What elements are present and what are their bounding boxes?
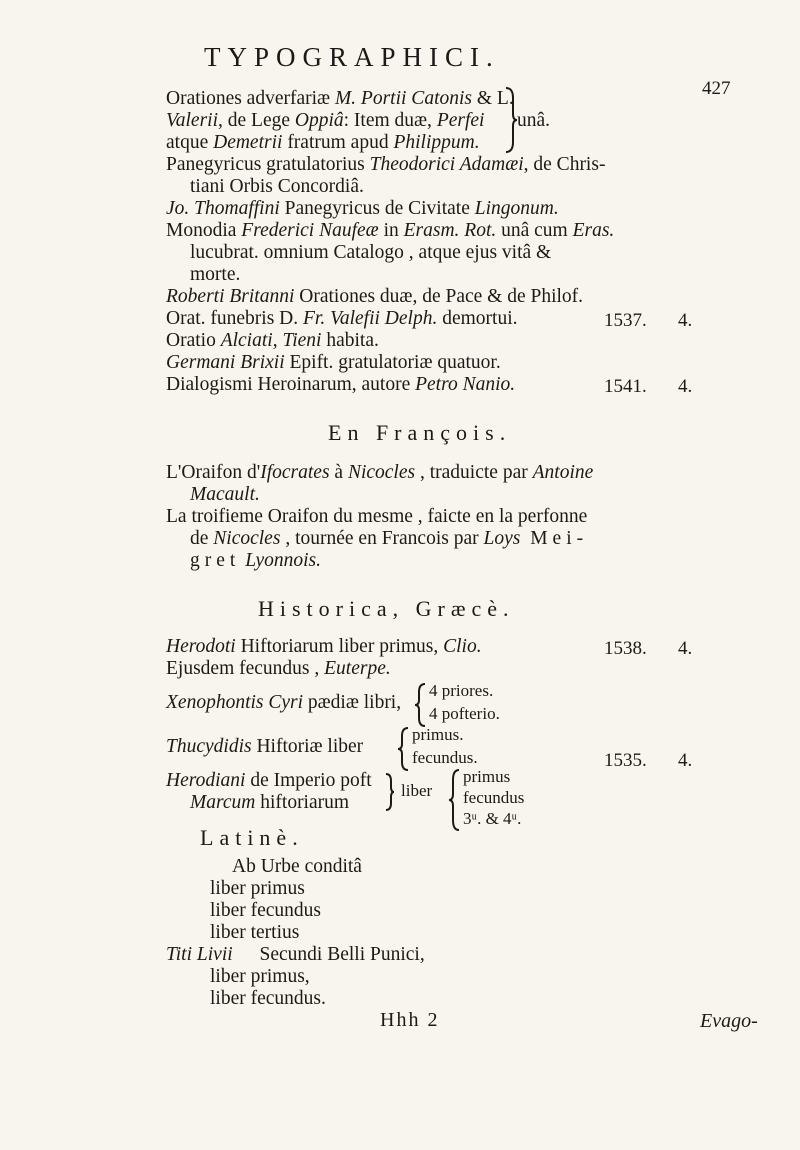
page-number: 427 — [702, 78, 731, 99]
right-brace-icon — [384, 772, 396, 812]
entry-line: liber fecundus. — [210, 988, 326, 1009]
entry-line: Orat. funebris D. Fr. Valefii Delph. demortui. — [166, 308, 518, 329]
entry-line: L'Oraifon d'Ifocrates à Nicocles , traduicte par Antoine — [166, 462, 594, 483]
entry-line: Monodia Frederici Naufeæ in Erasm. Rot. unâ cum Eras. — [166, 220, 615, 241]
entry-line: Panegyricus gratulatorius Theodorici Adamæi, de Chris- — [166, 154, 606, 175]
margin-year: 1535. — [604, 750, 647, 771]
entry-line: Macault. — [190, 484, 260, 505]
section-heading: En François. — [328, 420, 512, 445]
margin-format: 4. — [678, 750, 693, 771]
entry-line: Dialogismi Heroinarum, autore Petro Nanio. — [166, 374, 516, 395]
entry-line: Thucydidis Hiftoriæ liber — [166, 736, 364, 757]
entry-line: Roberti Britanni Orationes duæ, de Pace & de Philof. — [166, 286, 584, 307]
entry-line: Valerii, de Lege Oppiâ: Item duæ, Perfei — [166, 110, 485, 131]
right-brace-icon — [504, 86, 518, 154]
entry-line: liber tertius — [210, 922, 300, 943]
entry-line: Titi Livii Secundi Belli Punici, — [166, 944, 425, 965]
brace-option: 4 priores. — [429, 681, 494, 700]
entry-line: tiani Orbis Concordiâ. — [190, 176, 364, 197]
left-brace-icon — [413, 682, 427, 728]
entry-line: lucubrat. omnium Catalogo , atque ejus vitâ & — [190, 242, 552, 263]
entry-line: Herodiani de Imperio poft — [166, 770, 372, 791]
left-brace-icon — [447, 768, 461, 832]
running-title: TYPOGRAPHICI. — [204, 42, 500, 72]
entry-line: Xenophontis Cyri pædiæ libri, — [166, 692, 402, 713]
entry-line: liber primus — [210, 878, 305, 899]
left-brace-icon — [396, 726, 410, 772]
brace-note: liber — [401, 781, 433, 800]
brace-option: primus — [463, 767, 511, 786]
entry-line: Germani Brixii Epift. gratulatoriæ quatuor. — [166, 352, 501, 373]
entry-line: Marcum hiftoriarum — [190, 792, 350, 813]
signature-mark: Hhh 2 — [380, 1009, 440, 1031]
margin-year: 1538. — [604, 638, 647, 659]
entry-line: gret Lyonnois. — [190, 550, 322, 571]
entry-line: La troifieme Oraifon du mesme , faicte en la perfonne — [166, 506, 588, 527]
entry-line: atque Demetrii fratrum apud Philippum. — [166, 132, 480, 153]
entry-line: Orationes adverfariæ M. Portii Catonis & L. — [166, 88, 514, 109]
brace-option: 3ᵘ. & 4ᵘ. — [463, 809, 522, 828]
brace-option: 4 pofterio. — [429, 704, 500, 723]
entry-line: Ab Urbe conditâ — [232, 856, 362, 877]
entry-line: morte. — [190, 264, 241, 285]
margin-year: 1537. — [604, 310, 647, 331]
entry-line: liber fecundus — [210, 900, 322, 921]
entry-line: Oratio Alciati, Tieni habita. — [166, 330, 379, 351]
margin-format: 4. — [678, 376, 693, 397]
entry-line: Ejusdem fecundus , Euterpe. — [166, 658, 391, 679]
entry-line: liber primus, — [210, 966, 310, 987]
catchword: Evago- — [700, 1010, 758, 1032]
section-heading: Historica, Græcè. — [258, 596, 515, 621]
section-heading: Latinè. — [200, 825, 304, 850]
brace-option: primus. — [412, 725, 464, 744]
entry-line: de Nicocles , tournée en Francois par Loys Mei- — [190, 528, 589, 549]
brace-option: fecundus. — [412, 748, 478, 767]
margin-format: 4. — [678, 310, 693, 331]
brace-option: fecundus — [463, 788, 525, 807]
margin-year: 1541. — [604, 376, 647, 397]
brace-note: unâ. — [517, 110, 551, 131]
entry-line: Herodoti Hiftoriarum liber primus, Clio. — [166, 636, 482, 657]
margin-format: 4. — [678, 638, 693, 659]
entry-line: Jo. Thomaffini Panegyricus de Civitate Lingonum. — [166, 198, 559, 219]
